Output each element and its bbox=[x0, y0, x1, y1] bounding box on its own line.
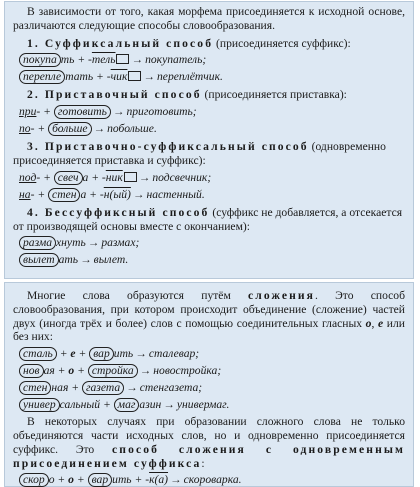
arrow-icon: → bbox=[126, 381, 138, 395]
method-3-title: 3. Приставочно-суффиксальный способ bbox=[27, 140, 309, 154]
example-novostroika: нов ая + о + стройка → новостройка; bbox=[19, 363, 405, 378]
linking-vowel: е bbox=[70, 347, 76, 361]
prefix-mark: при bbox=[19, 105, 37, 119]
ending-box bbox=[116, 54, 129, 64]
example-pokupatel: покупа ть + -тель → покупатель; bbox=[19, 52, 405, 67]
suffix-mark: чик bbox=[110, 70, 128, 84]
suffix-mark: к(а) bbox=[149, 473, 169, 487]
method-1-heading bbox=[13, 37, 405, 51]
root-mark: перепле bbox=[19, 70, 65, 84]
arrow-icon: → bbox=[132, 187, 145, 201]
root-mark: вар bbox=[88, 473, 113, 487]
example-pobolshe: по- + больше → побольше. bbox=[19, 122, 157, 136]
term-compounding-with-suffix: способ сложения с одновременным присоединением суффикса bbox=[13, 442, 406, 470]
root-mark: свеч bbox=[54, 171, 83, 185]
example-stengazeta: стен ная + газета → стенгазета; bbox=[19, 380, 405, 395]
suffix-mark: ник bbox=[105, 170, 123, 184]
method-4-note: (суффикс не добавляется, а отсекается от производящей основы вместе с окончанием): bbox=[13, 205, 403, 233]
root-mark: газета bbox=[82, 381, 124, 395]
root-mark: универ bbox=[19, 398, 60, 412]
intro-paragraph: В зависимости от того, какая морфема присоединяется к исходной основе, различаются следующие способы словообразования. bbox=[13, 5, 405, 32]
arrow-icon: → bbox=[87, 236, 100, 250]
example-stalevar: сталь + е + вар ить → сталевар; bbox=[19, 346, 405, 361]
example-razmakh: разма хнуть → размах; bbox=[19, 235, 405, 250]
arrow-icon: → bbox=[93, 122, 106, 136]
root-mark: больше bbox=[48, 122, 91, 136]
root-mark: скор bbox=[19, 473, 49, 487]
arrow-icon: → bbox=[135, 347, 147, 361]
ending-box bbox=[128, 71, 141, 81]
term-compounding: сложения bbox=[248, 289, 316, 302]
linking-vowel: о bbox=[68, 364, 75, 378]
suffix-mark: н(ый) bbox=[103, 187, 131, 201]
vowel-o: о bbox=[365, 316, 372, 330]
example-podsvechnik: под- + свеч а + -ник → подсвечник; bbox=[19, 170, 212, 184]
arrow-icon: → bbox=[139, 364, 152, 378]
method-4-heading bbox=[13, 206, 405, 234]
arrow-icon: → bbox=[143, 70, 155, 84]
vowel-e: е bbox=[378, 316, 384, 330]
compounding-suffix-paragraph: В некоторых случаях при образовании сложного слова не только объединяются части исходных слов, но и одновременно присоединяется суффикс. Это способ сложения с одновременным присоединением суффикса: bbox=[13, 415, 406, 470]
example-skorovarka: скор о + о + вар ить + -к(а) → скороварка. bbox=[19, 472, 405, 487]
example-prigotovit: при- + готовить → приготовить; bbox=[19, 105, 197, 119]
root-mark: покупа bbox=[19, 53, 61, 67]
example-pereplyotchik: перепле тать + -чик → переплётчик. bbox=[19, 69, 405, 84]
root-mark: вылет bbox=[19, 253, 59, 267]
root-mark: сталь bbox=[19, 347, 57, 361]
root-mark: готовить bbox=[54, 105, 111, 119]
arrow-icon: → bbox=[80, 253, 92, 267]
prefix-mark: на bbox=[19, 187, 31, 201]
arrow-icon: → bbox=[138, 170, 151, 184]
arrow-icon: → bbox=[170, 473, 182, 487]
root-mark: стен bbox=[19, 381, 51, 395]
compounding-paragraph: Многие слова образуются путём сложения. Это способ словообразования, при котором происходит объединение (сложение) частей двух (иногда трёх и более) слов с помощью соединительных гласных о, е или без них: bbox=[13, 289, 406, 344]
arrow-icon: → bbox=[131, 53, 144, 67]
arrow-icon: → bbox=[112, 105, 125, 119]
compounding-box bbox=[4, 282, 414, 487]
method-2-heading bbox=[13, 88, 405, 102]
example-nastennyi: на- + стен а + -н(ый) → настенный. bbox=[19, 187, 205, 201]
method-4-title: 4. Бессуффиксный способ bbox=[27, 205, 210, 219]
suffix-mark: тель bbox=[91, 53, 116, 67]
root-mark: вар bbox=[89, 347, 114, 361]
method-2-title: 2. Приставочный способ bbox=[27, 88, 202, 102]
ending-box bbox=[124, 172, 137, 182]
root-mark: стройка bbox=[88, 364, 138, 378]
example-univermag: универ сальный + маг азин → универмаг. bbox=[19, 397, 405, 412]
method-3-heading bbox=[13, 140, 405, 168]
linking-vowel: о bbox=[68, 473, 74, 487]
word-formation-methods-box bbox=[4, 1, 414, 279]
arrow-icon: → bbox=[163, 398, 175, 412]
root-mark: разма bbox=[19, 236, 56, 250]
method-1-note: (присоединяется суффикс): bbox=[216, 36, 351, 50]
root-mark: нов bbox=[19, 364, 44, 378]
method-2-note: (присоединяется приставка): bbox=[204, 88, 347, 102]
prefix-mark: под bbox=[19, 170, 37, 184]
example-vylet: вылет ать → вылет. bbox=[19, 252, 405, 267]
method-3-note: (одновременно присоединяется приставка и суффикс): bbox=[13, 140, 386, 167]
root-mark: маг bbox=[114, 398, 140, 412]
method-1-title: 1. Суффиксальный способ bbox=[27, 36, 214, 50]
root-mark: стен bbox=[48, 188, 80, 202]
prefix-mark: по bbox=[19, 122, 31, 136]
